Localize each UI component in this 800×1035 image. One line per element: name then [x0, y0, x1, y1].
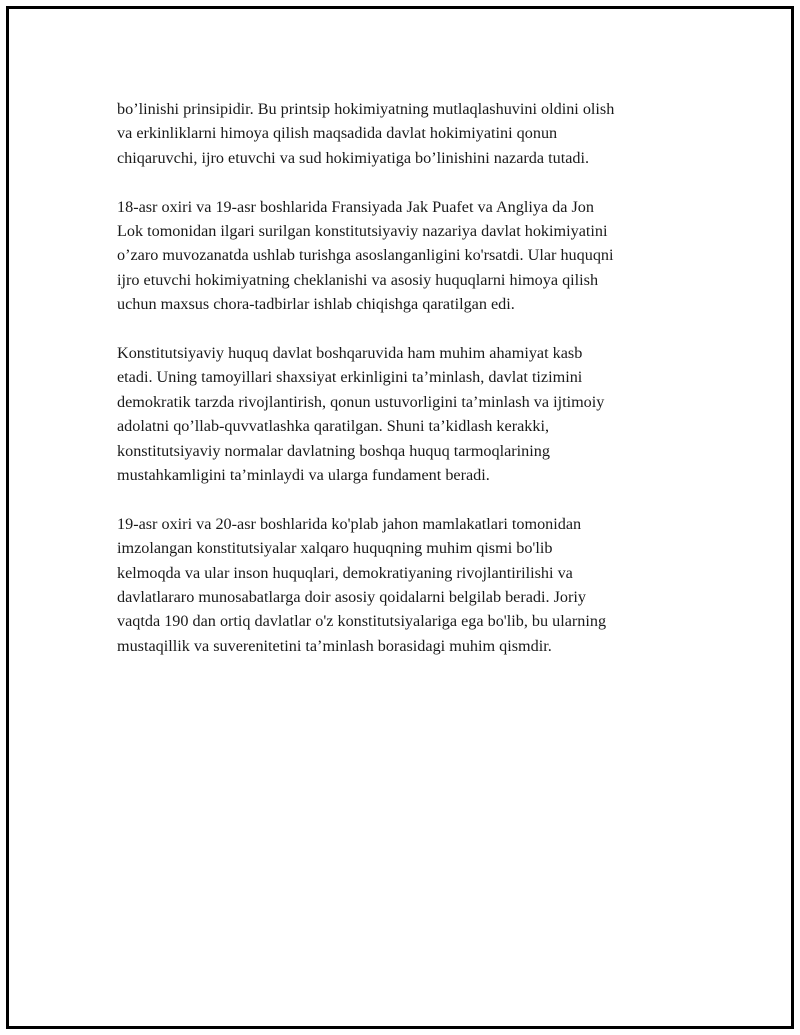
- text-line: Lok tomonidan ilgari surilgan konstitutsiyaviy nazariya davlat hokimiyatini: [117, 222, 608, 241]
- text-line: davlatlararo munosabatlarga doir asosiy qoidalarni belgilab beradi. Joriy: [117, 588, 586, 607]
- text-line: mustahkamligini ta’minlaydi va ularga fundament beradi.: [117, 466, 490, 485]
- text-line: vaqtda 190 dan ortiq davlatlar o'z konstitutsiyalariga ega bo'lib, bu ularning: [117, 612, 607, 631]
- text-line: imzolangan konstitutsiyalar xalqaro huquqning muhim qismi bo'lib: [117, 539, 553, 558]
- text-line: 19-asr oxiri va 20-asr boshlarida ko'plab jahon mamlakatlari tomonidan: [117, 514, 582, 533]
- text-line: adolatni qo’llab-quvvatlashka qaratilgan. Shuni ta’kidlash kerakki,: [117, 417, 549, 436]
- text-line: chiqaruvchi, ijro etuvchi va sud hokimiyatiga bo’linishini nazarda tutadi.: [117, 148, 590, 167]
- text-line: Konstitutsiyaviy huquq davlat boshqaruvida ham muhim ahamiyat kasb: [117, 344, 583, 363]
- paragraph-4: [117, 512, 707, 658]
- text-line: konstitutsiyaviy normalar davlatning boshqa huquq tarmoqlarining: [117, 441, 550, 460]
- text-line: 18-asr oxiri va 19-asr boshlarida Fransiyada Jak Puafet va Angliya da Jon: [117, 197, 594, 216]
- text-line: bo’linishi prinsipidir. Bu printsip hokimiyatning mutlaqlashuvini oldini olish: [117, 100, 615, 118]
- text-line: kelmoqda va ular inson huquqlari, demokratiyaning rivojlantirilishi va: [117, 563, 573, 582]
- paragraph-2: [117, 195, 707, 317]
- text-line: mustaqillik va suverenitetini ta’minlash borasidagi muhim qismdir.: [117, 636, 552, 655]
- text-line: va erkinliklarni himoya qilish maqsadida davlat hokimiyatini qonun: [117, 124, 558, 143]
- text-line: ijro etuvchi hokimiyatning cheklanishi va asosiy huquqlarni himoya qilish: [117, 270, 599, 289]
- text-line: uchun maxsus chora-tadbirlar ishlab chiqishga qaratilgan edi.: [117, 295, 515, 314]
- text-line: demokratik tarzda rivojlantirish, qonun ustuvorligini ta’minlash va ijtimoiy: [117, 392, 605, 411]
- page-border-frame: [6, 6, 794, 1029]
- document-body: [117, 97, 707, 683]
- paragraph-1: [117, 97, 707, 170]
- text-line: o’zaro muvozanatda ushlab turishga asoslanganligini ko'rsatdi. Ular huquqni: [117, 246, 614, 265]
- text-line: etadi. Uning tamoyillari shaxsiyat erkinligini ta’minlash, davlat tizimini: [117, 368, 583, 387]
- paragraph-3: [117, 341, 707, 487]
